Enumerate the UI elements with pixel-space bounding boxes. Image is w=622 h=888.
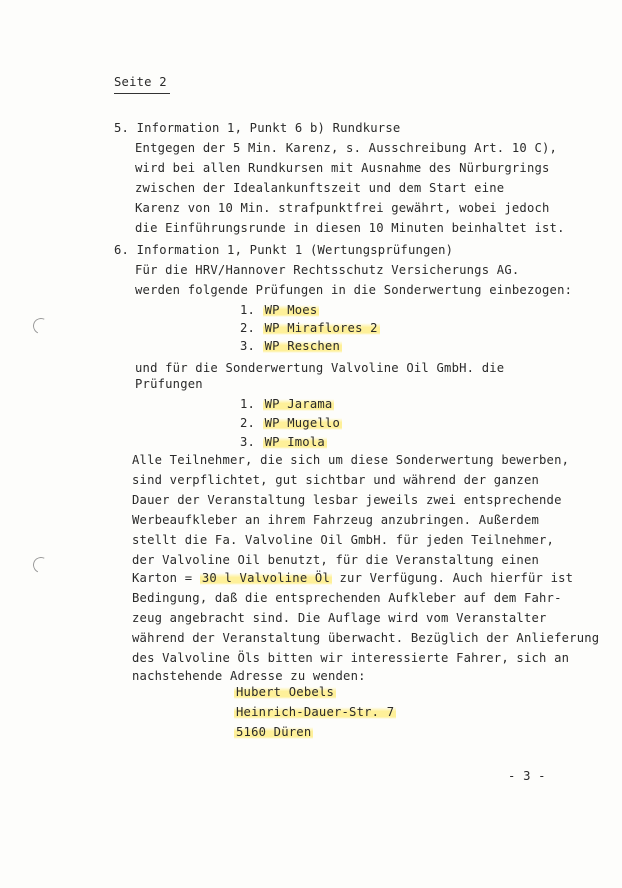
section-6-body-line: Alle Teilnehmer, die sich um diese Sonderwertung bewerben,	[132, 453, 570, 467]
section-5-line: wird bei allen Rundkursen mit Ausnahme des Nürburgrings	[135, 161, 550, 175]
section-5-line: zwischen der Idealankunftszeit und dem Start eine	[135, 181, 505, 195]
punch-hole-mark-top	[31, 316, 52, 337]
section-6-body-line: Werbeaufkleber an ihrem Fahrzeug anzubringen. Außerdem	[132, 513, 540, 527]
karton-line	[132, 570, 573, 586]
section-6-body-line: des Valvoline Öls bitten wir interessierte Fahrer, sich an	[132, 651, 570, 665]
section-6-intro-line: Für die HRV/Hannover Rechtsschutz Versicherungs AG.	[135, 263, 520, 277]
karton-prefix: Karton =	[132, 571, 200, 585]
hrv-list-item	[240, 302, 319, 318]
section-5-line: Karenz von 10 Min. strafpunktfrei gewährt, wobei jedoch	[135, 201, 550, 215]
section-5-line: die Einführungsrunde in diesen 10 Minuten beinhaltet ist.	[135, 221, 565, 235]
section-6-body-line: sind verpflichtet, gut sichtbar und während der ganzen	[132, 473, 540, 487]
hrv-list-item	[240, 338, 342, 354]
list-number: 3.	[240, 339, 256, 353]
address-city-text: 5160 Düren	[236, 725, 312, 739]
valvoline-list-item	[240, 396, 334, 412]
list-text: WP Imola	[264, 435, 325, 449]
section-6-body-line: Dauer der Veranstaltung lesbar jeweils zwei entsprechende	[132, 493, 562, 507]
list-text: WP Mugello	[264, 416, 340, 430]
hrv-list-item	[240, 320, 380, 336]
section-6-body-line: stellt die Fa. Valvoline Oil GmbH. für jeden Teilnehmer,	[132, 533, 555, 547]
list-text: WP Miraflores 2	[264, 321, 378, 335]
section-5-line: Entgegen der 5 Min. Karenz, s. Ausschreibung Art. 10 C),	[135, 141, 558, 155]
karton-suffix: zur Verfügung. Auch hierfür ist	[331, 571, 574, 585]
address-name	[234, 684, 336, 700]
list-number: 2.	[240, 321, 256, 335]
list-text: WP Jarama	[264, 397, 333, 411]
section-6-body-line: nachstehende Adresse zu wenden:	[132, 669, 366, 683]
valvoline-list-item	[240, 415, 342, 431]
karton-highlight: 30 l Valvoline Öl	[201, 571, 330, 585]
section-6-intro-line: werden folgende Prüfungen in die Sonderwertung einbezogen:	[135, 283, 573, 297]
address-city	[234, 724, 313, 740]
list-text: WP Reschen	[264, 339, 340, 353]
list-text: WP Moes	[264, 303, 318, 317]
section-6-heading: 6. Information 1, Punkt 1 (Wertungsprüfungen)	[114, 243, 454, 257]
list-number: 1.	[240, 397, 256, 411]
punch-hole-mark-bottom	[31, 555, 52, 576]
address-name-text: Hubert Oebels	[236, 685, 334, 699]
page-number: - 3 -	[508, 769, 546, 783]
section-6-mid-line: Prüfungen	[135, 377, 203, 391]
section-6-body-line: zeug angebracht sind. Die Auflage wird vom Veranstalter	[132, 611, 547, 625]
list-number: 1.	[240, 303, 256, 317]
section-5-heading: 5. Information 1, Punkt 6 b) Rundkurse	[114, 121, 401, 135]
address-street-text: Heinrich-Dauer-Str. 7	[236, 705, 395, 719]
list-number: 3.	[240, 435, 256, 449]
page-label: Seite 2	[114, 75, 167, 89]
section-6-body-line: der Valvoline Oil benutzt, für die Veranstaltung einen	[132, 553, 540, 567]
valvoline-list-item	[240, 434, 327, 450]
list-number: 2.	[240, 416, 256, 430]
section-6-body-line: Bedingung, daß die entsprechenden Aufkleber auf dem Fahr-	[132, 591, 562, 605]
page-label-underline	[114, 93, 170, 94]
section-6-body-line: während der Veranstaltung überwacht. Bezüglich der Anlieferung	[132, 631, 600, 645]
section-6-mid-line: und für die Sonderwertung Valvoline Oil GmbH. die	[135, 361, 505, 375]
address-street	[234, 704, 396, 720]
